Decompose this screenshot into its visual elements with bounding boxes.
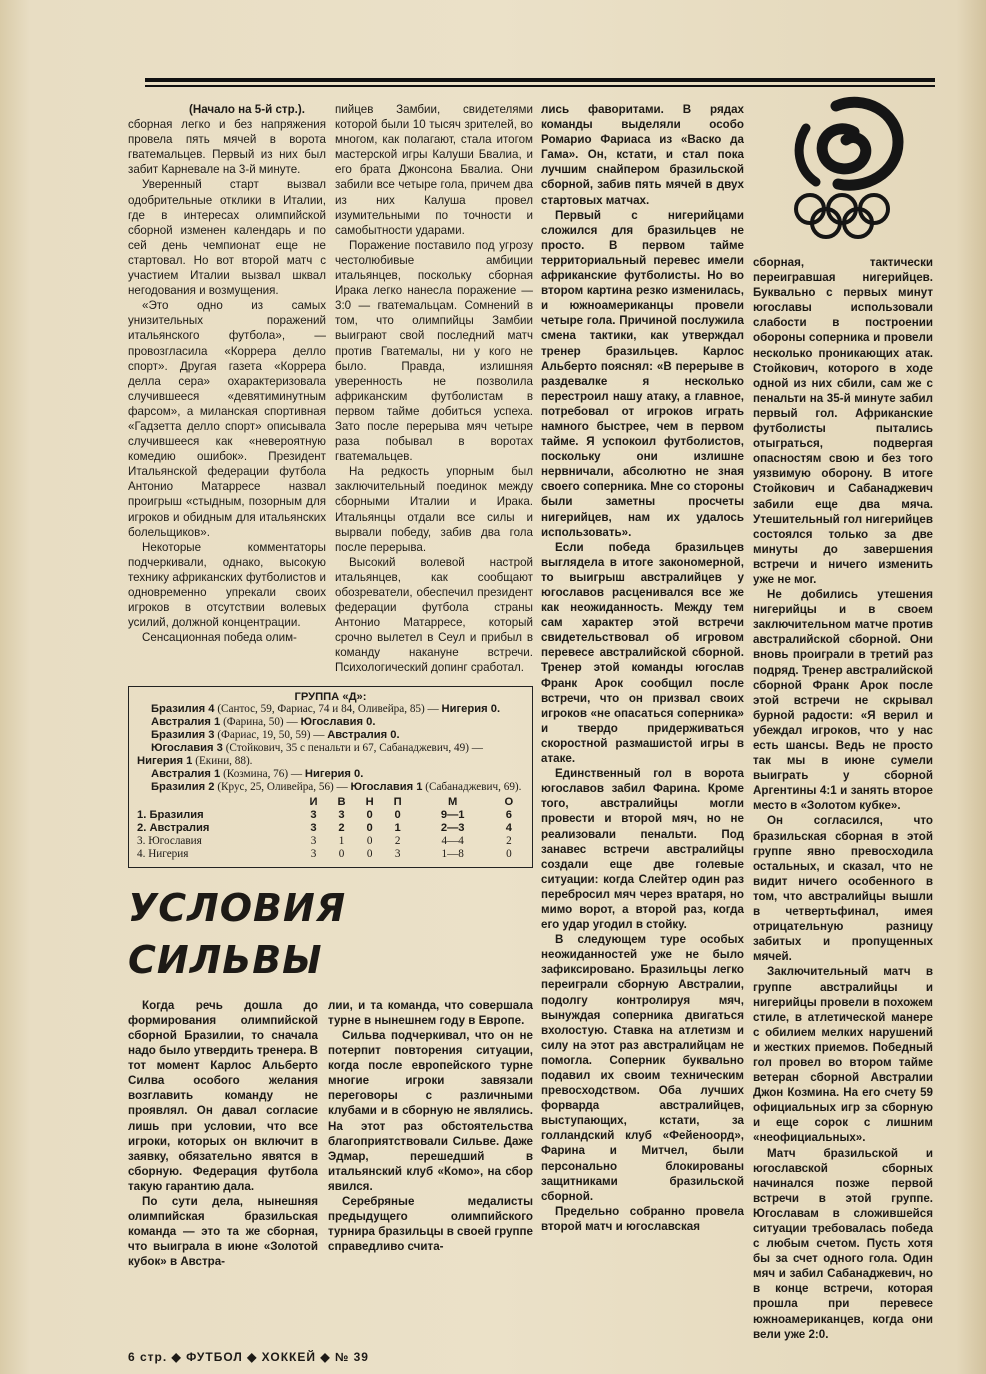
stat-cell: 0 — [366, 808, 373, 821]
stat-cell: 2 — [338, 821, 345, 834]
scorers: (Фариас, 19, 50, 59) — — [214, 729, 328, 742]
paragraph: «Это одно из самых унизительных поражений итальянского футбола», — провозгласила «Коррера делло спорт». Другая газета «Коррера делла сера» охарактеризовала случившееся «девятиминутным фарсом», а миланская спортивная «Гадзетта делло спорт» описывала случившееся как «невероятную комедию ошибок». Президент Итальянской федерации футбола Антонио Матарресе назвал проигрыш «стыдным, позорным для игроков и обидным для итальянских болельщиков». — [128, 299, 326, 539]
stat-cell: 3 — [310, 821, 317, 834]
match-result — [137, 781, 524, 794]
team-score: Нигерия 0. — [304, 768, 364, 780]
article-column-1 — [128, 102, 326, 645]
top-rule-thin — [145, 85, 935, 87]
paragraph: Он согласился, что бразильская сборная в этой группе явно превосходила остальных, и сказал, что не видит ничего особенного в том, что австралийцы вышли в четвертьфинал, имея отрицательную разницу забитых и пропущенных мячей. — [753, 814, 933, 964]
team-score: Бразилия 2 — [151, 780, 215, 793]
paragraph: Когда речь дошла до формирования олимпийской сборной Бразилии, то сначала надо было утвердить тренера. В тот момент Карлос Альберто Силва особого желания возглавить команду не проявлял. Он давал согласие лишь при условии, что все игроки, которых он включит в заявку, обязательно явятся в сборную. Федерация футбола такую гарантию дала. — [128, 998, 318, 1193]
stat-cell: 2 — [506, 834, 512, 847]
standings-column-header: В — [337, 795, 346, 808]
paragraph: На редкость упорным был заключительный поединок между сборными Италии и Ирака. Итальянцы отдали все силы и вырвали победу, забив два гола после перерыва. — [335, 465, 533, 554]
page-footer: 6 стр. ◆ ФУТБОЛ ◆ ХОККЕЙ ◆ № 39 — [128, 1349, 369, 1364]
paragraph: В следующем туре особых неожиданностей уже не было зафиксировано. Бразильцы легко переиграли сборную Австралии, подолгу контролируя мяч, вынуждая соперника двигаться вхолостую. Ставка на атлетизм и силу на этот раз австралийцам не помогла. Соперник буквально подавил их своим техническим превосходством. Оба лучших форварда австралийцев, выступающих, кстати, за голландский клуб «Фейеноорд», Фарина и Митчел, были персонально блокированы защитниками бразильской сборной. — [541, 933, 744, 1203]
paragraph: Сенсационная победа олим- — [142, 631, 297, 645]
paragraph: Заключительный матч в группе австралийцы и нигерийцы провели в похожем стиле, в атлетической манере с обилием мелких нарушений и жестких приемов. Победный гол провел во втором тайме ветеран сборной Австралии Джон Козмина. На его счету 59 официальных игр за сборную и еще сорок с лишним «неофициальных». — [753, 965, 933, 1145]
team-name: 3. Югославия — [137, 834, 202, 847]
team-name: 1. Бразилия — [137, 808, 204, 821]
paragraph: Серебряные медалисты предыдущего олимпийского турнира бразильцы в своей группе справедливо счита- — [328, 1195, 533, 1254]
standings-column-header — [137, 796, 300, 809]
scorers: (Крус, 25, Оливейра, 56) — — [214, 780, 351, 793]
stat-cell: 2—3 — [440, 821, 465, 834]
stat-cell: 0 — [506, 847, 512, 860]
stat-cell: 2 — [394, 834, 401, 847]
stat-cell: 3 — [338, 808, 345, 821]
standings-header — [137, 796, 524, 809]
standings-column-header: М — [448, 795, 458, 808]
paragraph: сборная легко и без напряжения провела пять мячей в ворота гватемальцев. Первый из них был забит Карневале на 3-й минуте. — [128, 118, 326, 177]
match-result — [137, 716, 524, 729]
stat-cell: 9—1 — [440, 808, 465, 821]
article-column-3 — [541, 102, 744, 1234]
team-score: Бразилия 4 — [151, 703, 215, 716]
left-region — [128, 102, 533, 1270]
team-score: Нигерия 0. — [441, 703, 501, 716]
stat-cell: 0 — [338, 847, 345, 860]
stat-cell: 0 — [394, 808, 401, 821]
paragraph: Первый с нигерийцами сложился для бразильцев не просто. В первом тайме территориальный перевес имели африканские футболисты. Но во втором картина резко изменилась, и южноамериканцы провели четыре гола. Причиной послужила смена тактики, как утверждал тренер бразильцев. Карлос Альберто пояснял: «В перерыве в раздевалке я несколько перестроил нашу атаку, а главное, потребовал от игроков играть намного быстрее, чем в первом тайме. Я успокоил футболистов, поскольку они излишне нервничали, абсолютно не зная своего соперника. Мне со стороны были заметны просчеты нигерийцев, нам их удалось использовать». — [541, 208, 744, 539]
stat-cell: 0 — [366, 847, 373, 860]
paragraph: Матч бразильской и югославской сборных начинался позже первой встречи в этой группе. Югославам в сложившейся ситуации требовалась победа с любым счетом. Пусть хотя бы за счет одного гола. Один мяч и забил Сабанаджевич, но в конце встречи, которая прошла при перевесе южноамериканцев, когда они вели уже 2:0. — [753, 1146, 933, 1341]
article-column-2 — [335, 102, 533, 676]
paragraph: Если победа бразильцев выглядела в итоге закономерной, то выигрыш австралийцев у югославов расценивался все же как неожиданность. Между тем сам характер этой встречи свидетельствовал об игровом перевесе австралийской сборной. Тренер этой команды югослав Франк Арок сообщил после встречи, что он призвал своих игроков «не опасаться соперника» и твердо придерживаться скоростной размашистой игры в атаке. — [541, 540, 744, 766]
paragraph: Не добились утешения нигерийцы и в своем заключительном матче против австралийской сборной. Они вновь проиграли в третий раз подряд. Тренер австралийской сборной Франк Арок после этой встречи не скрывал бурной радости: «Я верил и убеждал игроков, что у нас есть шансы. Ведь не просто так мы в июне сумели выиграть у сборной Аргентины 4:1 и занять второе место в «Золотом кубке». — [753, 588, 933, 813]
match-result — [137, 768, 524, 781]
team-score: Австралия 1 — [151, 716, 221, 729]
sidebar-article-column-2 — [328, 998, 533, 1255]
paragraph: Уверенный старт вызвал одобрительные отклики в Италии, где в интересах олимпийской сборной изменен календарь и по сей день чемпионат еще не стартовал. Но вот второй матч с участием Италии вызвал шквал негодования и возмущения. — [128, 178, 326, 298]
stat-cell: 3 — [310, 847, 317, 860]
match-result — [137, 703, 524, 716]
stat-cell: 3 — [310, 834, 317, 847]
stat-cell: 1 — [338, 834, 345, 847]
standings-table — [137, 796, 524, 861]
seoul-olympic-emblem-icon — [776, 92, 931, 247]
paragraph: Высокий волевой настрой итальянцев, как сообщают обозреватели, обеспечил президент федерации футбола страны Антонио Матарресе, который срочно вылетел в Сеул и прибыл в команду накануне встречи. Психологический допинг сработал. — [335, 555, 533, 675]
team-score: Югославия 1 — [350, 780, 423, 793]
stat-cell: 6 — [505, 808, 512, 821]
stat-cell: 3 — [310, 808, 317, 821]
team-score: Югославия 0. — [300, 716, 376, 729]
top-article-row — [128, 102, 533, 676]
stat-cell: 4 — [505, 821, 512, 834]
standings-column-header: И — [309, 795, 318, 808]
standings-column-header: Н — [365, 795, 374, 808]
group-d-results-box — [128, 686, 533, 868]
scorers: (Козмина, 76) — — [220, 768, 305, 780]
team-score: Бразилия 3 — [151, 729, 215, 742]
stat-cell: 0 — [366, 834, 373, 847]
paragraph: Предельно собранно провела второй матч и югославская — [541, 1204, 744, 1233]
standings-row — [137, 835, 524, 848]
stat-cell: 0 — [366, 821, 373, 834]
group-title: ГРУППА «Д»: — [294, 690, 367, 703]
paragraph: сборная, тактически переигравшая нигерийцев. Буквально с первых минут югославы использовали слабости в построении обороны соперника и провели несколько проникающих атак. Стойкович, которого в ходе одной из них сбили, сам же с пенальти на 35-й минуте забил первый гол. Африканские футболисты пытались отыграться, подвергая опасностям свою и без того уязвимую оборону. В итоге Стойкович и Сабанаджевич забили еще два мяча. Утешительный гол нигерийцев состоялся только за две минуты до завершения встречи и ничего изменить уже не мог. — [753, 256, 933, 586]
stat-cell: 3 — [394, 847, 401, 860]
headline: УСЛОВИЯ СИЛЬВЫ — [128, 885, 347, 982]
stat-cell: 1—8 — [441, 847, 464, 860]
paragraph: Единственный гол в ворота югославов забил Фарина. Кроме того, австралийцы могли провести и второй мяч, но не реализовали пенальти. Под занавес встречи австралийцы создали еще две голевые ситуации: когда Слейтер один раз перебросил мяч через вратаря, но мимо ворот, а второй раз, когда его удар угодил в стойку. — [541, 767, 744, 932]
paragraph: лии, и та команда, что совершала турне в нынешнем году в Европе. — [328, 998, 533, 1027]
scorers: (Екини, 88). — [192, 755, 253, 768]
stat-cell: 1 — [394, 821, 401, 834]
standings-column-header: П — [393, 795, 402, 808]
team-name: 4. Нигерия — [137, 847, 189, 860]
top-rules — [145, 78, 935, 87]
scorers: (Фарина, 50) — — [220, 716, 301, 729]
paragraph: Сильва подчеркивал, что он не потерпит повторения ситуации, когда после европейского турне многие игроки завязали переговоры с различными клубами и в сборную не являлись. На этот раз обстоятельства благоприятствовали Сильве. Даже Эдмар, перешедший в итальянский клуб «Комо», на сбор явился. — [328, 1029, 533, 1193]
scorers: (Стойкович, 35 с пенальти и 67, Сабанаджевич, 49) — — [222, 742, 483, 755]
paragraph: лись фаворитами. В рядах команды выделяли особо Ромарио Фариаса из «Васко да Гама». Он, кстати, и стал пока лучшим снайпером бразильской сборной, забив пять мячей в двух стартовых матчах. — [541, 103, 744, 207]
article-column-4 — [753, 255, 933, 1342]
scorers: (Сантос, 59, Фариас, 74 и 84, Оливейра, 85) — — [214, 703, 442, 716]
paragraph: Некоторые комментаторы подчеркивали, однако, высокую технику африканских футболистов и одновременно упрекали своих игроков в отсутствии волевых усилий, должной концентрации. — [128, 540, 326, 630]
continuation-note: (Начало на 5-й стр.). — [189, 103, 305, 116]
standings-row — [137, 848, 524, 861]
sidebar-article-row — [128, 998, 533, 1270]
standings-row — [137, 809, 524, 822]
top-rule — [145, 78, 935, 82]
right-region — [753, 102, 933, 1342]
team-score: Нигерия 1 — [137, 755, 193, 768]
paragraph: Поражение поставило под угрозу честолюбивые амбиции итальянцев, поскольку сборная Ирака легко нанесла поражение — 3:0 — гватемальцам. Сомнений в том, что олимпийцы Замбии выиграют свой последний матч против Гватемалы, ни у кого не было. Правда, излишняя уверенность не позволила африканским футболистам в первом тайме добиться успеха. Зато после перерыва мяч четыре раза побывал в воротах гватемальцев. — [335, 238, 533, 464]
match-result — [137, 742, 524, 768]
scorers: (Сабанаджевич, 69). — [422, 780, 522, 793]
team-name: 2. Австралия — [137, 821, 210, 834]
team-score: Австралия 1 — [151, 768, 221, 780]
stat-cell: 4—4 — [441, 834, 464, 847]
standings-row — [137, 822, 524, 835]
match-results — [137, 703, 524, 793]
team-score: Югославия 3 — [151, 742, 223, 755]
team-score: Австралия 0. — [327, 729, 400, 742]
standings-column-header: О — [504, 795, 514, 808]
sidebar-article-column-1 — [128, 998, 318, 1270]
paragraph: пийцев Замбии, свидетелями которой были 10 тысяч зрителей, во многом, как полагают, стала итогом мастерской игры Калуши Бвалиа, и его брата Джонсона Бвалиа. Они забили все четыре гола, причем два из них Калуша провел изумительными по точности и самобытности ударами. — [335, 103, 533, 237]
paragraph: По сути дела, нынешняя олимпийская бразильская команда — это та же сборная, что выиграла в июне «Золотой кубок» в Австра- — [128, 1195, 318, 1269]
match-result — [137, 729, 524, 742]
